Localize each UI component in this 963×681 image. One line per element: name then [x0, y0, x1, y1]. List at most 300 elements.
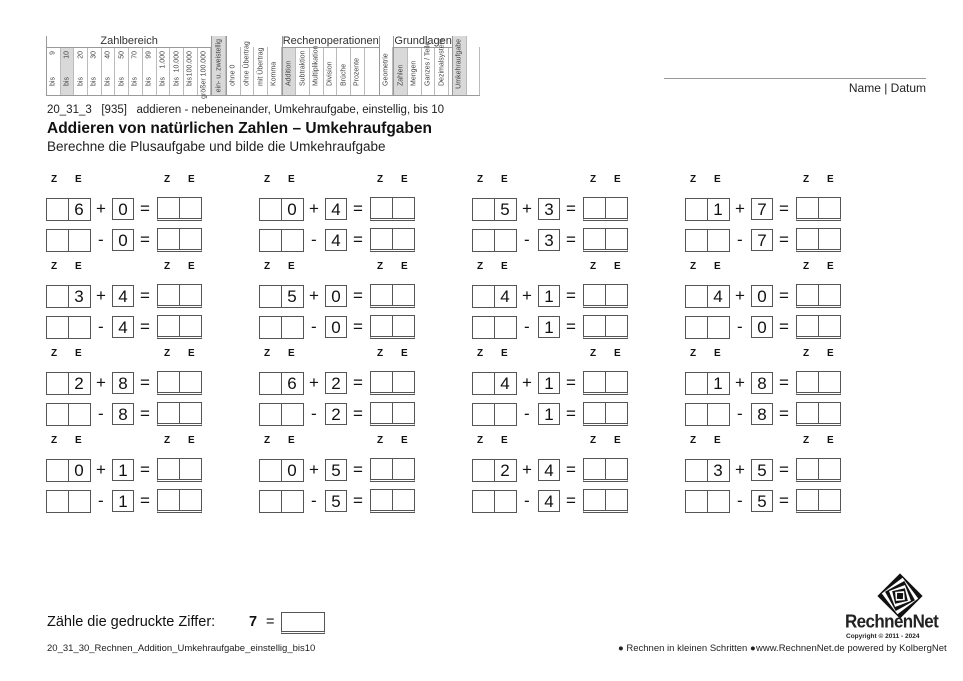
category-cell-top: 70 — [131, 51, 139, 59]
category-cell-top: 10.000 — [173, 51, 181, 73]
category-cell-bottom: bis — [104, 77, 112, 86]
category-cell — [47, 48, 61, 95]
tens-label: Z — [803, 435, 810, 446]
slogan: ● Rechnen in kleinen Schritten ● — [618, 643, 756, 654]
tens-label: Z — [477, 348, 484, 359]
difference-answer-box[interactable] — [796, 228, 841, 252]
category-cell-bottom: bis — [118, 77, 126, 86]
minus-sign: - — [98, 317, 104, 336]
exercise-block — [259, 348, 429, 438]
addend-a-box — [472, 198, 517, 221]
count-equals: = — [266, 614, 275, 630]
name-date-line[interactable] — [664, 78, 926, 95]
addend-a-box — [685, 198, 730, 221]
ones-label: E — [714, 261, 721, 272]
equals-sign: = — [353, 373, 363, 392]
category-cell — [337, 48, 351, 95]
tens-label: Z — [690, 348, 697, 359]
category-cell-top: 30 — [90, 51, 98, 59]
tens-label: Z — [590, 435, 597, 446]
addend-a: 3 — [713, 461, 723, 480]
tens-label: Z — [803, 348, 810, 359]
tens-label: Z — [164, 261, 171, 272]
sum-answer-box[interactable] — [370, 458, 415, 482]
ones-label: E — [614, 174, 621, 185]
category-group — [226, 36, 282, 95]
plus-sign: + — [522, 373, 532, 392]
subtrahend: 4 — [112, 316, 134, 338]
equals-sign: = — [140, 491, 150, 510]
addend-a: 0 — [287, 200, 297, 219]
plus-sign: + — [309, 460, 319, 479]
subtrahend: 8 — [751, 403, 773, 425]
minuend-answer-box[interactable] — [46, 490, 91, 513]
tens-label: Z — [590, 261, 597, 272]
category-cell-bottom: Ganzes / Teile — [424, 41, 432, 86]
tens-label: Z — [377, 261, 384, 272]
category-group-title: Grundlagen — [394, 35, 452, 47]
ones-label: E — [401, 174, 408, 185]
equals-sign: = — [353, 286, 363, 305]
plus-sign: + — [309, 199, 319, 218]
ones-label: E — [714, 348, 721, 359]
difference-answer-box[interactable] — [157, 489, 202, 513]
category-cell-bottom: Subtraktion — [299, 50, 307, 86]
tens-label: Z — [477, 435, 484, 446]
category-cell — [198, 48, 212, 99]
plus-sign: + — [735, 460, 745, 479]
tens-label: Z — [690, 261, 697, 272]
difference-answer-box[interactable] — [796, 489, 841, 513]
addend-b: 1 — [112, 459, 134, 481]
category-cell-top: 50 — [118, 51, 126, 59]
category-cell-top: Umkehraufgabe — [455, 39, 463, 89]
exercise-block — [472, 174, 642, 264]
subtrahend: 1 — [112, 490, 134, 512]
plus-sign: + — [522, 199, 532, 218]
count-digit: 7 — [249, 614, 258, 630]
tens-label: Z — [377, 174, 384, 185]
sum-answer-box[interactable] — [370, 197, 415, 221]
equals-sign: = — [779, 230, 789, 249]
ones-label: E — [501, 174, 508, 185]
addend-a: 6 — [74, 200, 84, 219]
minuend-answer-box[interactable] — [472, 316, 517, 339]
ones-label: E — [827, 435, 834, 446]
tens-label: Z — [264, 348, 271, 359]
category-cell — [310, 45, 324, 95]
equals-sign: = — [140, 286, 150, 305]
minus-sign: - — [524, 491, 530, 510]
addend-b: 5 — [751, 459, 773, 481]
category-cell-bottom: Dezimalsystem — [438, 38, 446, 86]
file-name: 20_31_30_Rechnen_Addition_Umkehraufgabe_einstellig_bis10 — [47, 643, 316, 654]
equals-sign: = — [353, 404, 363, 423]
plus-sign: + — [735, 373, 745, 392]
minus-sign: - — [737, 230, 743, 249]
equals-sign: = — [779, 460, 789, 479]
difference-answer-box[interactable] — [583, 489, 628, 513]
addend-a: 1 — [713, 374, 723, 393]
website-credit: www.RechnenNet.de powered by KolbergNet — [756, 643, 947, 654]
category-cell-bottom: bis — [63, 77, 71, 86]
difference-answer-box[interactable] — [583, 315, 628, 339]
ones-label: E — [714, 174, 721, 185]
category-cell-bottom: bis — [90, 77, 98, 86]
minuend-answer-box[interactable] — [472, 490, 517, 513]
difference-answer-box[interactable] — [583, 228, 628, 252]
exercise-block — [46, 435, 216, 525]
sum-answer-box[interactable] — [583, 458, 628, 482]
category-cell — [170, 48, 184, 95]
tens-label: Z — [377, 435, 384, 446]
addend-b: 4 — [538, 459, 560, 481]
addend-a: 3 — [74, 287, 84, 306]
minus-sign: - — [737, 491, 743, 510]
equals-sign: = — [140, 199, 150, 218]
tens-label: Z — [51, 174, 58, 185]
minus-sign: - — [737, 317, 743, 336]
equals-sign: = — [566, 491, 576, 510]
plus-sign: + — [735, 286, 745, 305]
ones-label: E — [188, 261, 195, 272]
sum-answer-box[interactable] — [583, 284, 628, 308]
sum-answer-box[interactable] — [157, 371, 202, 395]
difference-answer-box[interactable] — [796, 402, 841, 426]
tens-label: Z — [477, 174, 484, 185]
addend-a-box — [46, 459, 91, 482]
category-cell — [143, 48, 157, 95]
addend-a: 0 — [74, 461, 84, 480]
category-cell — [241, 41, 255, 95]
ones-label: E — [501, 435, 508, 446]
minus-sign: - — [311, 491, 317, 510]
plus-sign: + — [96, 373, 106, 392]
ones-label: E — [288, 435, 295, 446]
ones-label: E — [614, 435, 621, 446]
ones-label: E — [401, 348, 408, 359]
plus-sign: + — [522, 286, 532, 305]
ones-label: E — [288, 261, 295, 272]
difference-answer-box[interactable] — [370, 228, 415, 252]
sum-answer-box[interactable] — [157, 458, 202, 482]
category-cell — [184, 48, 198, 95]
subtrahend: 0 — [325, 316, 347, 338]
equals-sign: = — [566, 230, 576, 249]
ones-label: E — [188, 348, 195, 359]
ones-label: E — [75, 261, 82, 272]
exercise-block — [685, 261, 855, 351]
minuend-answer-box[interactable] — [46, 229, 91, 252]
tens-label: Z — [164, 435, 171, 446]
tens-label: Z — [590, 174, 597, 185]
tens-label: Z — [377, 348, 384, 359]
minus-sign: - — [524, 230, 530, 249]
addend-b: 4 — [112, 285, 134, 307]
tens-label: Z — [51, 348, 58, 359]
classification-table — [46, 35, 480, 99]
category-cell — [435, 38, 449, 95]
sum-answer-box[interactable] — [796, 371, 841, 395]
plus-sign: + — [735, 199, 745, 218]
category-cell-bottom: bis — [159, 77, 167, 86]
addend-a-box — [472, 459, 517, 482]
ones-label: E — [188, 174, 195, 185]
addend-a: 4 — [500, 374, 510, 393]
addend-b: 2 — [325, 372, 347, 394]
category-cell-top: 40 — [104, 51, 112, 59]
tens-label: Z — [803, 261, 810, 272]
addend-b: 1 — [538, 372, 560, 394]
page-title: Addieren von natürlichen Zahlen – Umkehraufgaben — [47, 120, 432, 137]
category-cell — [283, 48, 297, 95]
sum-answer-box[interactable] — [583, 371, 628, 395]
minus-sign: - — [98, 404, 104, 423]
addend-b: 0 — [112, 198, 134, 220]
tens-label: Z — [690, 435, 697, 446]
ones-label: E — [75, 174, 82, 185]
minuend-answer-box[interactable] — [46, 316, 91, 339]
ones-label: E — [501, 261, 508, 272]
ones-label: E — [614, 261, 621, 272]
category-cell — [115, 48, 129, 95]
addend-a: 6 — [287, 374, 297, 393]
count-answer-box[interactable] — [281, 612, 325, 634]
minuend-answer-box[interactable] — [259, 229, 304, 252]
category-cell-bottom: Mengen — [410, 60, 418, 86]
category-cell — [351, 48, 365, 95]
minus-sign: - — [524, 317, 530, 336]
equals-sign: = — [779, 491, 789, 510]
category-cell-bottom: bis — [186, 77, 194, 86]
category-cell — [74, 48, 88, 95]
category-cell-bottom: Geometrie — [382, 53, 390, 86]
addend-a-box — [472, 372, 517, 395]
category-cell — [102, 48, 116, 95]
equals-sign: = — [566, 373, 576, 392]
addend-a: 5 — [287, 287, 297, 306]
tens-label: Z — [164, 174, 171, 185]
minuend-answer-box[interactable] — [259, 490, 304, 513]
difference-answer-box[interactable] — [157, 228, 202, 252]
plus-sign: + — [522, 460, 532, 479]
minuend-answer-box[interactable] — [685, 490, 730, 513]
exercise-block — [46, 261, 216, 351]
ones-label: E — [75, 435, 82, 446]
difference-answer-box[interactable] — [583, 402, 628, 426]
category-cell — [61, 48, 75, 95]
difference-answer-box[interactable] — [370, 402, 415, 426]
equals-sign: = — [140, 230, 150, 249]
category-group-title: Zahlbereich — [47, 36, 211, 48]
addend-a: 2 — [74, 374, 84, 393]
minuend-answer-box[interactable] — [46, 403, 91, 426]
addend-a: 5 — [500, 200, 510, 219]
equals-sign: = — [140, 460, 150, 479]
difference-answer-box[interactable] — [370, 489, 415, 513]
tens-label: Z — [590, 348, 597, 359]
category-group — [46, 35, 211, 99]
subtrahend: 4 — [325, 229, 347, 251]
addend-a-box — [685, 459, 730, 482]
equals-sign: = — [140, 373, 150, 392]
category-cell-bottom: Zahlen — [397, 64, 405, 86]
subtrahend: 5 — [325, 490, 347, 512]
difference-answer-box[interactable] — [157, 402, 202, 426]
subtrahend: 7 — [751, 229, 773, 251]
addend-a-box — [259, 372, 304, 395]
category-group-title — [380, 36, 394, 47]
exercise-block — [472, 348, 642, 438]
minuend-answer-box[interactable] — [259, 403, 304, 426]
tens-label: Z — [690, 174, 697, 185]
category-cell-top: 9 — [49, 51, 57, 55]
exercise-block — [46, 348, 216, 438]
exercise-block — [472, 435, 642, 525]
addend-a-box — [472, 285, 517, 308]
category-cell-top: 20 — [77, 51, 85, 59]
category-cell — [227, 47, 241, 95]
difference-answer-box[interactable] — [796, 315, 841, 339]
ones-label: E — [288, 348, 295, 359]
equals-sign: = — [353, 199, 363, 218]
ones-label: E — [714, 435, 721, 446]
addend-b: 0 — [751, 285, 773, 307]
subtrahend: 8 — [112, 403, 134, 425]
ones-label: E — [75, 348, 82, 359]
sum-answer-box[interactable] — [583, 197, 628, 221]
sum-answer-box[interactable] — [796, 197, 841, 221]
addend-a: 2 — [500, 461, 510, 480]
ones-label: E — [501, 348, 508, 359]
sum-answer-box[interactable] — [370, 371, 415, 395]
exercise-block — [685, 348, 855, 438]
subtrahend: 0 — [112, 229, 134, 251]
subtrahend: 4 — [538, 490, 560, 512]
tens-label: Z — [264, 261, 271, 272]
tens-label: Z — [477, 261, 484, 272]
addend-a-box — [259, 285, 304, 308]
category-cell-top: 100.000 — [186, 51, 194, 77]
minus-sign: - — [311, 317, 317, 336]
equals-sign: = — [353, 460, 363, 479]
count-label: Zähle die gedruckte Ziffer: — [47, 614, 216, 630]
category-cell — [422, 41, 436, 95]
plus-sign: + — [96, 199, 106, 218]
addend-b: 8 — [751, 372, 773, 394]
exercise-block — [259, 174, 429, 264]
category-cell — [212, 36, 226, 95]
addend-b: 7 — [751, 198, 773, 220]
subtrahend: 0 — [751, 316, 773, 338]
equals-sign: = — [566, 286, 576, 305]
ones-label: E — [288, 174, 295, 185]
difference-answer-box[interactable] — [370, 315, 415, 339]
category-cell — [467, 47, 481, 95]
sum-answer-box[interactable] — [796, 458, 841, 482]
minuend-answer-box[interactable] — [685, 229, 730, 252]
addend-b: 4 — [325, 198, 347, 220]
category-cell — [324, 48, 338, 95]
category-cell-bottom: Prozente — [353, 57, 361, 86]
category-cell-bottom: Komma — [270, 61, 278, 86]
addend-a-box — [46, 285, 91, 308]
category-cell-bottom: Multiplikation — [312, 45, 320, 86]
category-cell-bottom: ohne Übertrag — [243, 41, 251, 86]
equals-sign: = — [779, 373, 789, 392]
addend-b: 1 — [538, 285, 560, 307]
exercise-block — [259, 435, 429, 525]
category-group — [282, 36, 379, 95]
tens-label: Z — [803, 174, 810, 185]
category-cell-bottom: bis — [77, 77, 85, 86]
sum-answer-box[interactable] — [157, 197, 202, 221]
plus-sign: + — [96, 286, 106, 305]
equals-sign: = — [779, 286, 789, 305]
exercise-block — [685, 435, 855, 525]
category-cell-top: ein- u. zweistellig — [215, 39, 223, 93]
sum-answer-box[interactable] — [370, 284, 415, 308]
addend-a-box — [46, 372, 91, 395]
addend-a: 4 — [500, 287, 510, 306]
equals-sign: = — [566, 199, 576, 218]
category-group-title — [227, 36, 282, 47]
equals-sign: = — [566, 317, 576, 336]
category-cell — [129, 48, 143, 95]
minus-sign: - — [98, 230, 104, 249]
sum-answer-box[interactable] — [796, 284, 841, 308]
difference-answer-box[interactable] — [157, 315, 202, 339]
category-group — [393, 36, 452, 95]
addend-a: 4 — [713, 287, 723, 306]
tens-label: Z — [164, 348, 171, 359]
category-cell — [453, 36, 467, 95]
tens-label: Z — [51, 435, 58, 446]
equals-sign: = — [140, 317, 150, 336]
category-cell-bottom: Addition — [285, 60, 293, 86]
category-group — [379, 36, 394, 95]
addend-a-box — [685, 285, 730, 308]
category-cell — [380, 47, 394, 95]
category-cell — [254, 47, 268, 95]
brand-name: RechnenNet — [845, 611, 939, 632]
tens-label: Z — [264, 174, 271, 185]
plus-sign: + — [309, 373, 319, 392]
minuend-answer-box[interactable] — [472, 229, 517, 252]
equals-sign: = — [779, 199, 789, 218]
ones-label: E — [188, 435, 195, 446]
sum-answer-box[interactable] — [157, 284, 202, 308]
ones-label: E — [827, 261, 834, 272]
minuend-answer-box[interactable] — [472, 403, 517, 426]
equals-sign: = — [353, 317, 363, 336]
category-cell — [157, 48, 171, 95]
ones-label: E — [827, 174, 834, 185]
minuend-answer-box[interactable] — [685, 403, 730, 426]
addend-a-box — [685, 372, 730, 395]
category-cell-bottom: Brüche — [340, 63, 348, 86]
minuend-answer-box[interactable] — [259, 316, 304, 339]
minuend-answer-box[interactable] — [685, 316, 730, 339]
category-cell — [88, 48, 102, 95]
name-date-label: Name | Datum — [848, 81, 926, 95]
minus-sign: - — [311, 230, 317, 249]
subtrahend: 1 — [538, 403, 560, 425]
equals-sign: = — [353, 230, 363, 249]
ones-label: E — [401, 261, 408, 272]
plus-sign: + — [96, 460, 106, 479]
equals-sign: = — [353, 491, 363, 510]
